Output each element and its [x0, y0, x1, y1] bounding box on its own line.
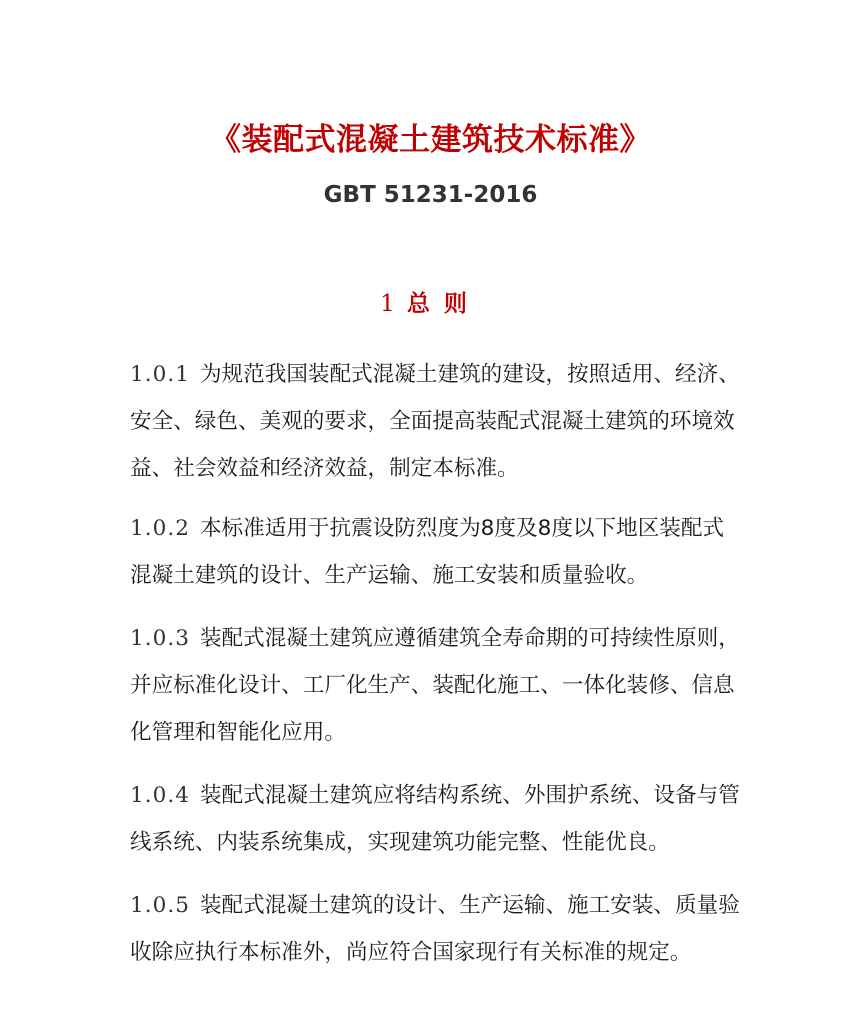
- clause-text: 装配式混凝土建筑应将结构系统、外围护系统、设备与管线系统、内装系统集成，实现建筑功能完整、性能优良。: [130, 783, 740, 855]
- clause-number: 1.0.4: [130, 783, 190, 808]
- clause-text: 装配式混凝土建筑的设计、生产运输、施工安装、质量验收除应执行本标准外，尚应符合国家现行有关标准的规定。: [130, 893, 740, 965]
- chapter-heading: [0, 286, 861, 322]
- clause-number: 1.0.2: [130, 516, 190, 541]
- clause-1-0-1: [130, 351, 740, 492]
- document-title: 《装配式混凝土建筑技术标准》: [210, 122, 651, 158]
- chapter-number: 1: [380, 291, 395, 317]
- clause-text: 本标准适用于抗震设防烈度为8度及8度以下地区装配式混凝土建筑的设计、生产运输、施工安装和质量验收。: [130, 516, 725, 588]
- clause-number: 1.0.3: [130, 626, 190, 651]
- clause-number: 1.0.1: [130, 362, 190, 387]
- clause-1-0-5: [130, 882, 740, 976]
- clause-number: 1.0.5: [130, 893, 190, 918]
- chapter-name: 总则: [406, 291, 481, 317]
- clause-text: 装配式混凝土建筑应遵循建筑全寿命期的可持续性原则，并应标准化设计、工厂化生产、装配化施工、一体化装修、信息化管理和智能化应用。: [130, 626, 740, 745]
- clause-1-0-4: [130, 772, 740, 866]
- clause-1-0-2: [130, 505, 740, 599]
- clause-1-0-3: [130, 615, 740, 756]
- clause-text: 为规范我国装配式混凝土建筑的建设，按照适用、经济、安全、绿色、美观的要求，全面提高装配式混凝土建筑的环境效益、社会效益和经济效益，制定本标准。: [130, 362, 740, 481]
- standard-code: GBT 51231-2016: [323, 182, 538, 208]
